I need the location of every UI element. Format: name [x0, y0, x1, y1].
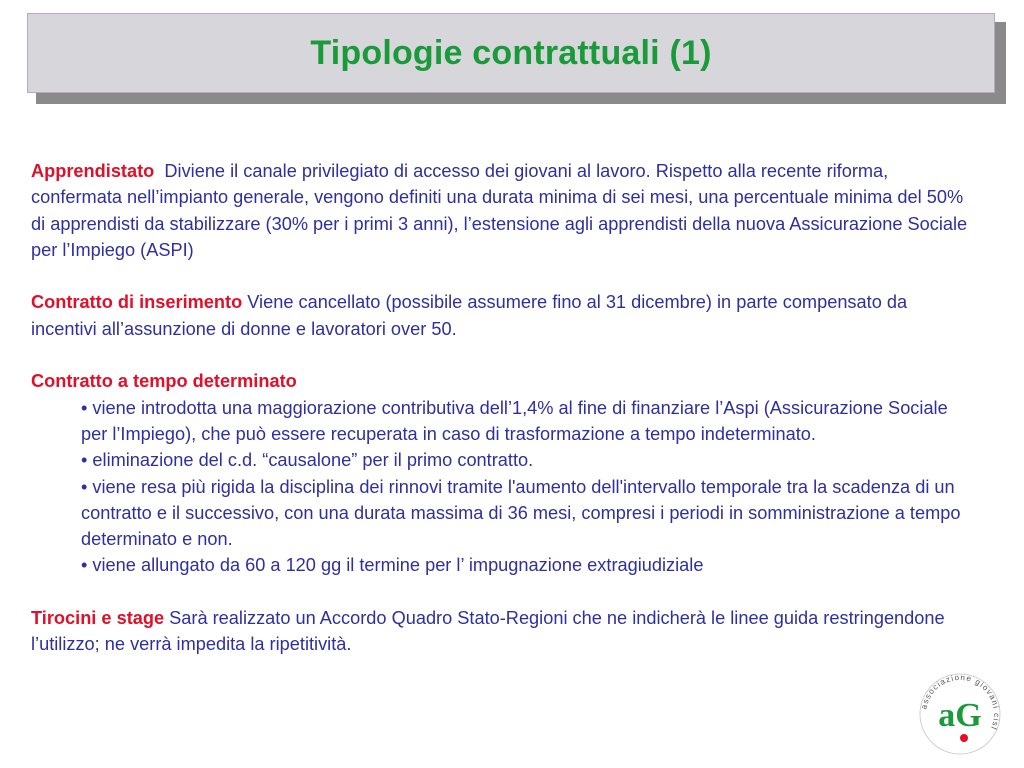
section-heading: Tirocini e stage [31, 608, 165, 629]
section-text: Sarà realizzato un Accordo Quadro Stato-Regioni che ne indicherà le linee guida restringendone l’utilizzo; ne verrà impedita la ripetitività. [31, 608, 945, 655]
page-title: Tipologie contrattuali (1) [310, 33, 712, 72]
list-item: • viene introdotta una maggiorazione contributiva dell’1,4% al fine di finanziare l’Aspi (Assicurazione Sociale per l’Impiego), che può essere recuperata in caso di trasformazione a tempo indeterminato. [81, 397, 948, 444]
logo-letters: aG [938, 697, 982, 734]
section-heading: Apprendistato [31, 161, 155, 181]
agc-logo-icon [918, 672, 1002, 756]
title-banner [27, 13, 995, 93]
section-determinato [31, 368, 971, 578]
section-text: Diviene il canale privilegiato di accesso dei giovani al lavoro. Rispetto alla recente riforma, confermata nell’impianto generale, vengono definiti una durata minima di sei mesi, una percentuale minima del 50% di apprendisti da stabilizzare (30% per i primi 3 anni), l’estensione agli apprendisti della nuova Assicurazione Sociale per l’Impiego (ASPI) [31, 161, 968, 260]
section-text: Viene cancellato (possibile assumere fino al 31 dicembre) in parte compensato da incentivi all’assunzione di donne e lavoratori over 50. [31, 292, 908, 339]
bullet-list [31, 395, 971, 579]
list-item: • viene resa più rigida la disciplina dei rinnovi tramite l'aumento dell'intervallo temporale tra la scadenza di un contratto e il successivo, con una durata massima di 36 mesi, compresi i periodi in somministrazione a tempo determinato e non. [81, 476, 961, 550]
list-item: • eliminazione del c.d. “causalone” per il primo contratto. [81, 450, 534, 471]
slide-body [31, 158, 971, 658]
section-tirocini [31, 605, 971, 658]
section-heading: Contratto di inserimento [31, 292, 243, 313]
logo-ring-text: associazione giovani cisl [919, 672, 1002, 732]
section-apprendistato [31, 158, 971, 263]
list-item: • viene allungato da 60 a 120 gg il termine per l’ impugnazione extragiudiziale [81, 555, 704, 576]
section-inserimento [31, 289, 971, 342]
section-heading: Contratto a tempo determinato [31, 371, 297, 392]
